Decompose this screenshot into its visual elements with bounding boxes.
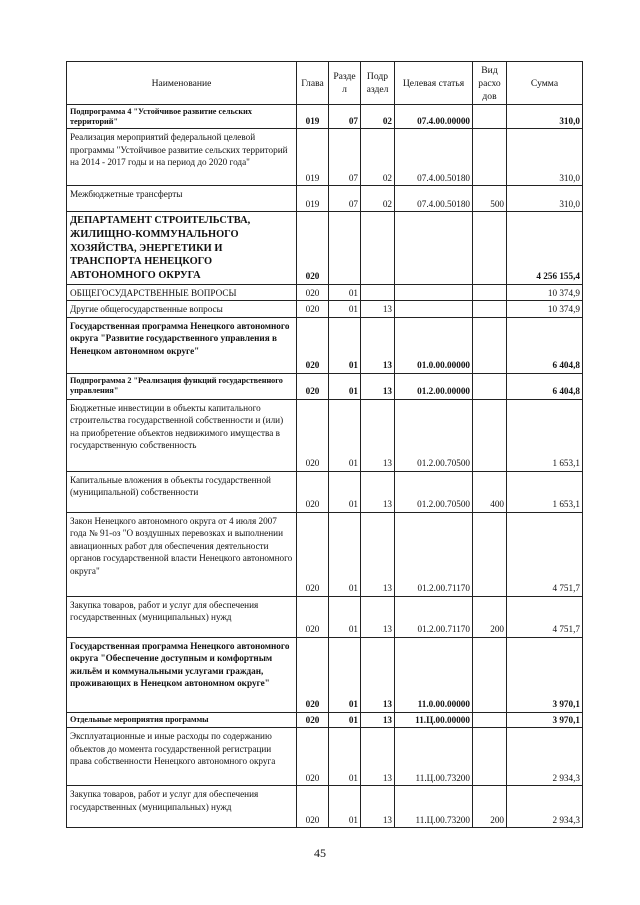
row-name: Реализация мероприятий федеральной целевой программы "Устойчивое развитие сельских территорий на 2014 - 2017 годы и на период до 2020 года" [67,129,297,186]
row-podrazdel: 02 [361,129,395,186]
row-name: ОБЩЕГОСУДАРСТВЕННЫЕ ВОПРОСЫ [67,284,297,301]
row-podrazdel: 13 [361,637,395,712]
row-summa: 3 970,1 [507,637,583,712]
row-razdel: 01 [329,301,361,318]
row-podrazdel: 13 [361,471,395,512]
row-name: Эксплуатационные и иные расходы по содержанию объектов до момента государственной регистрации права собственности Ненецкого автономного округа [67,728,297,786]
row-vid [473,317,507,373]
row-name: Закон Ненецкого автономного округа от 4 июля 2007 года № 91-оз "О воздушных перевозках и выполнении авиационных работ для обеспечения деятельности органов государственной власти Ненецкого автономного округа" [67,512,297,596]
table-row [67,212,583,285]
row-tselevaya: 01.2.00.70500 [395,471,473,512]
row-tselevaya: 01.0.00.00000 [395,317,473,373]
header-tselevaya: Целевая статья [395,62,473,105]
row-podrazdel: 13 [361,301,395,318]
row-vid [473,105,507,129]
table-row [67,728,583,786]
table-row [67,105,583,129]
row-tselevaya: 07.4.00.50180 [395,129,473,186]
row-name: Государственная программа Ненецкого автономного округа "Развитие государственного управления в Ненецком автономном округе" [67,317,297,373]
row-vid [473,373,507,399]
row-tselevaya: 11.0.00.00000 [395,637,473,712]
row-tselevaya: 07.4.00.00000 [395,105,473,129]
row-summa: 10 374,9 [507,301,583,318]
row-summa: 2 934,3 [507,786,583,828]
row-summa: 4 751,7 [507,512,583,596]
row-summa: 1 653,1 [507,399,583,471]
row-podrazdel: 02 [361,186,395,212]
header-glava: Глава [297,62,329,105]
table-row [67,284,583,301]
row-summa: 310,0 [507,105,583,129]
row-podrazdel: 13 [361,512,395,596]
row-tselevaya [395,284,473,301]
table-row [67,301,583,318]
row-summa: 10 374,9 [507,284,583,301]
row-podrazdel [361,212,395,285]
row-glava: 020 [297,728,329,786]
row-razdel: 01 [329,512,361,596]
row-podrazdel: 13 [361,399,395,471]
table-row [67,712,583,728]
table-row [67,129,583,186]
row-vid [473,399,507,471]
row-glava: 019 [297,105,329,129]
row-vid: 200 [473,596,507,637]
header-row [67,62,583,105]
row-name: Государственная программа Ненецкого автономного округа "Обеспечение доступным и комфортным жильём и коммунальными услугами граждан, проживающих в Ненецком автономном округе" [67,637,297,712]
row-glava: 020 [297,373,329,399]
table-row [67,373,583,399]
row-razdel: 01 [329,596,361,637]
row-name: ДЕПАРТАМЕНТ СТРОИТЕЛЬСТВА, ЖИЛИЩНО-КОММУНАЛЬНОГО ХОЗЯЙСТВА, ЭНЕРГЕТИКИ И ТРАНСПОРТА НЕНЕЦКОГО АВТОНОМНОГО ОКРУГА [67,212,297,285]
row-vid [473,712,507,728]
table-row [67,317,583,373]
row-podrazdel [361,284,395,301]
header-podrazdel: Подр аздел [361,62,395,105]
row-razdel: 07 [329,105,361,129]
row-tselevaya [395,212,473,285]
row-razdel: 01 [329,637,361,712]
row-podrazdel: 13 [361,596,395,637]
row-glava: 020 [297,471,329,512]
row-podrazdel: 13 [361,786,395,828]
row-razdel: 07 [329,186,361,212]
row-vid [473,212,507,285]
row-glava: 019 [297,129,329,186]
row-summa: 6 404,8 [507,373,583,399]
row-tselevaya [395,301,473,318]
row-vid [473,728,507,786]
row-razdel: 01 [329,786,361,828]
row-vid [473,301,507,318]
row-summa: 4 256 155,4 [507,212,583,285]
row-glava: 020 [297,637,329,712]
row-glava: 020 [297,212,329,285]
table-row [67,786,583,828]
row-summa: 310,0 [507,129,583,186]
row-name: Другие общегосударственные вопросы [67,301,297,318]
row-tselevaya: 11.Ц.00.00000 [395,712,473,728]
row-glava: 019 [297,186,329,212]
row-summa: 6 404,8 [507,317,583,373]
table-row [67,596,583,637]
row-vid [473,284,507,301]
row-razdel [329,212,361,285]
row-glava: 020 [297,512,329,596]
row-razdel: 01 [329,399,361,471]
row-tselevaya: 11.Ц.00.73200 [395,786,473,828]
row-tselevaya: 01.2.00.71170 [395,596,473,637]
row-razdel: 01 [329,712,361,728]
row-name: Бюджетные инвестиции в объекты капитального строительства государственной собственности и (или) на приобретение объектов недвижимого имущества в государственную собственность [67,399,297,471]
row-razdel: 01 [329,284,361,301]
row-glava: 020 [297,596,329,637]
row-glava: 020 [297,301,329,318]
row-podrazdel: 13 [361,373,395,399]
row-razdel: 01 [329,373,361,399]
header-vid: Вид расхо дов [473,62,507,105]
row-vid: 500 [473,186,507,212]
row-tselevaya: 07.4.00.50180 [395,186,473,212]
budget-table [66,61,583,828]
table-row [67,512,583,596]
row-glava: 020 [297,786,329,828]
row-glava: 020 [297,317,329,373]
row-vid [473,129,507,186]
row-glava: 020 [297,712,329,728]
row-vid: 200 [473,786,507,828]
row-name: Закупка товаров, работ и услуг для обеспечения государственных (муниципальных) нужд [67,786,297,828]
row-podrazdel: 02 [361,105,395,129]
page-number: 45 [314,846,326,860]
row-tselevaya: 11.Ц.00.73200 [395,728,473,786]
row-tselevaya: 01.2.00.71170 [395,512,473,596]
row-summa: 4 751,7 [507,596,583,637]
row-name: Капитальные вложения в объекты государственной (муниципальной) собственности [67,471,297,512]
row-name: Подпрограмма 4 "Устойчивое развитие сельских территорий" [67,105,297,129]
row-summa: 1 653,1 [507,471,583,512]
row-summa: 310,0 [507,186,583,212]
row-tselevaya: 01.2.00.70500 [395,399,473,471]
row-summa: 2 934,3 [507,728,583,786]
row-name: Межбюджетные трансферты [67,186,297,212]
row-name: Закупка товаров, работ и услуг для обеспечения государственных (муниципальных) нужд [67,596,297,637]
row-razdel: 07 [329,129,361,186]
row-summa: 3 970,1 [507,712,583,728]
row-podrazdel: 13 [361,317,395,373]
row-razdel: 01 [329,728,361,786]
header-summa: Сумма [507,62,583,105]
row-podrazdel: 13 [361,712,395,728]
row-razdel: 01 [329,471,361,512]
row-razdel: 01 [329,317,361,373]
row-glava: 020 [297,399,329,471]
table-row [67,186,583,212]
row-name: Отдельные мероприятия программы [67,712,297,728]
row-vid [473,637,507,712]
row-glava: 020 [297,284,329,301]
header-name: Наименование [67,62,297,105]
row-name: Подпрограмма 2 "Реализация функций государственного управления" [67,373,297,399]
table-row [67,471,583,512]
row-tselevaya: 01.2.00.00000 [395,373,473,399]
table-row [67,399,583,471]
row-vid: 400 [473,471,507,512]
row-podrazdel: 13 [361,728,395,786]
header-razdel: Разде л [329,62,361,105]
row-vid [473,512,507,596]
table-row [67,637,583,712]
